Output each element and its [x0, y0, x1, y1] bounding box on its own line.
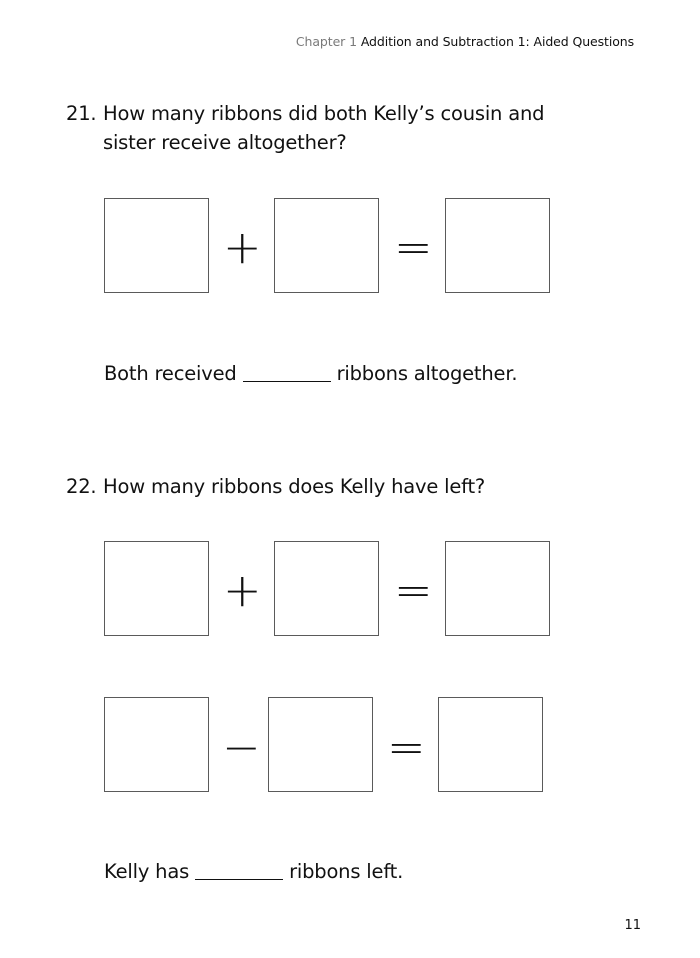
answer-box-22-b[interactable]: [274, 541, 379, 636]
answer-sentence-21: [104, 361, 517, 387]
answer-box-22-result-2[interactable]: [438, 697, 543, 792]
chapter-title: Addition and Subtraction 1: Aided Questions: [360, 34, 634, 49]
answer-blank-22[interactable]: [195, 879, 283, 880]
question-number: 21.: [66, 102, 97, 125]
question-text: How many ribbons did both Kelly’s cousin and sister receive altogether?: [103, 102, 545, 154]
equals-sign: =: [387, 720, 426, 774]
answer-box-22-c[interactable]: [104, 697, 209, 792]
sentence-start: Kelly has: [104, 860, 190, 883]
sentence-end: ribbons left.: [289, 860, 404, 883]
page-number: 11: [624, 918, 641, 933]
plus-sign: +: [223, 563, 262, 617]
answer-sentence-22: [104, 859, 403, 885]
answer-box-21-b[interactable]: [274, 198, 379, 293]
answer-box-21-result[interactable]: [445, 198, 550, 293]
chapter-label: Chapter 1: [295, 34, 357, 49]
question-21: [66, 99, 586, 157]
equals-sign: =: [394, 563, 433, 617]
minus-sign: −: [222, 720, 261, 774]
sentence-start: Both received: [104, 362, 237, 385]
question-text: How many ribbons does Kelly have left?: [103, 475, 486, 498]
sentence-end: ribbons altogether.: [336, 362, 518, 385]
answer-box-21-a[interactable]: [104, 198, 209, 293]
plus-sign: +: [223, 220, 262, 274]
answer-box-22-a[interactable]: [104, 541, 209, 636]
question-number: 22.: [66, 475, 97, 498]
answer-box-22-result[interactable]: [445, 541, 550, 636]
page-header: [296, 34, 634, 49]
answer-box-22-d[interactable]: [268, 697, 373, 792]
answer-blank-21[interactable]: [243, 381, 331, 382]
question-22: [66, 472, 586, 501]
equals-sign: =: [394, 220, 433, 274]
